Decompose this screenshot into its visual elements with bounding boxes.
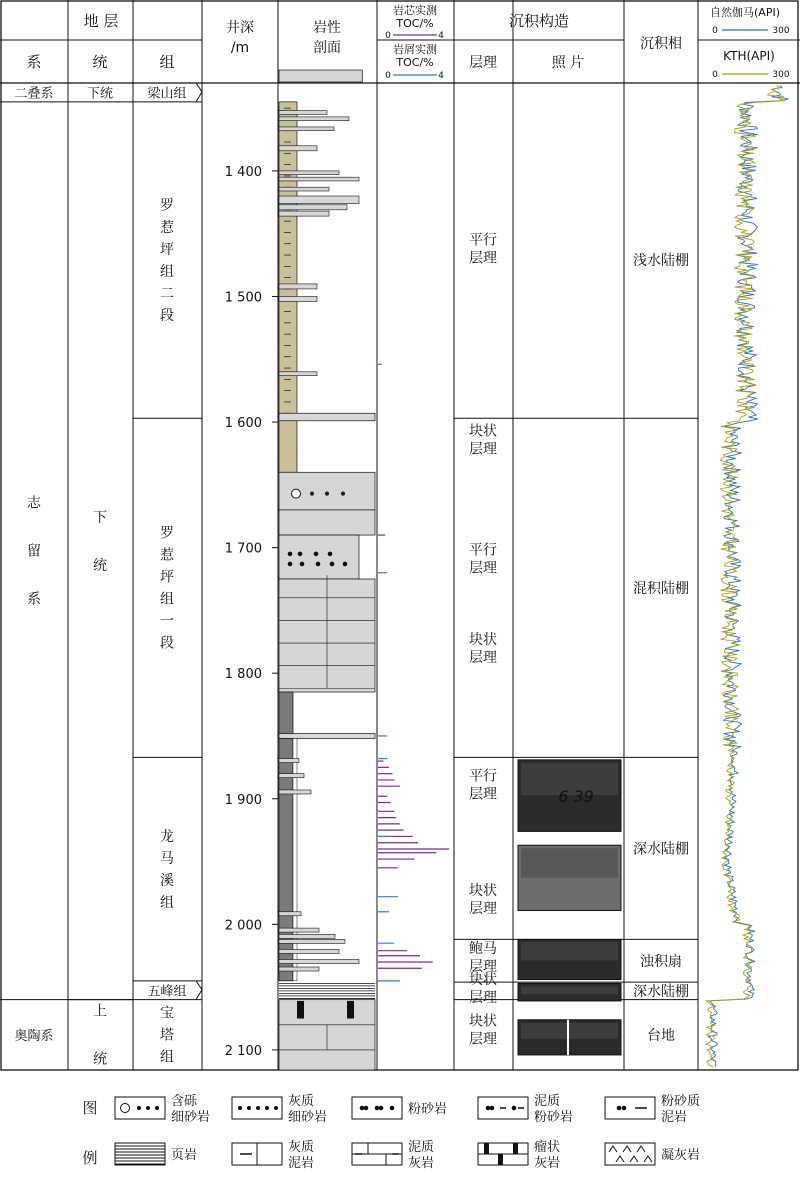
series-label: 下统 [86, 86, 114, 102]
lith-silt-bed [279, 774, 304, 778]
toc-core-min: 0 [385, 31, 391, 41]
formation-label-char: 一 [160, 613, 174, 630]
lith-bed [279, 117, 349, 121]
bedding-label: 层理 [469, 649, 497, 666]
lith-bed [279, 296, 317, 301]
lith-nodule [297, 1001, 304, 1019]
series-label-char: 上 [93, 1003, 107, 1020]
formation-label-char: 组 [160, 591, 174, 608]
bedding-label: 平行 [469, 768, 497, 785]
lith-dot [341, 492, 345, 496]
lith-dot [288, 552, 293, 557]
core-photo [518, 1020, 621, 1055]
bedding-label: 块状 [469, 882, 497, 899]
facies-label: 浅水陆棚 [633, 253, 689, 270]
legend-label: 粉砂岩 [534, 1110, 574, 1125]
lith-bed [279, 127, 334, 131]
depth-tick-label: 2 000 [224, 918, 262, 934]
system-label-char: 留 [27, 543, 41, 560]
facies-label: 浊积扇 [640, 953, 682, 970]
figure-frame [1, 1, 798, 1070]
depth-tick-label: 1 900 [224, 792, 262, 808]
formation-label-char: 罗 [160, 197, 174, 214]
formation-label-char: 二 [160, 285, 174, 302]
formation-label-char: 段 [160, 635, 174, 652]
lith-silt-bed [279, 967, 319, 971]
kth-max: 300 [772, 70, 790, 80]
facies-header: 沉积相 [640, 36, 682, 52]
lith-silt-bed [279, 790, 311, 794]
legend-label: 页岩 [171, 1148, 198, 1163]
depth-tick-label: 1 500 [224, 290, 262, 306]
depth-tick-label: 1 400 [224, 164, 262, 180]
formation-label-char: 组 [160, 1049, 174, 1066]
formation-label-char: 塔 [160, 1027, 174, 1044]
legend-label: 含砾 [171, 1094, 198, 1109]
facies-label: 台地 [647, 1027, 675, 1044]
legend-label: 泥岩 [288, 1156, 315, 1171]
lith-silt-bed [279, 934, 335, 938]
legend-label: 粉砂岩 [408, 1102, 448, 1117]
lithology-header-2: 剖面 [313, 40, 341, 56]
legend-item [232, 1097, 282, 1119]
formation-label-char: 宝 [160, 1005, 174, 1022]
gr-curve [709, 86, 789, 1067]
lith-shale [279, 692, 293, 733]
lith-bed [279, 205, 347, 210]
formation-label [160, 1006, 174, 1066]
lith-dot [288, 562, 293, 567]
toc-cuttings-unit: TOC/% [396, 56, 434, 69]
system-label [27, 495, 42, 608]
formation-label-char: 段 [160, 307, 174, 324]
formation-label-char: 组 [160, 263, 174, 280]
series-label [93, 1004, 107, 1068]
lith-dot [330, 562, 335, 567]
formation-label-char: 马 [160, 850, 174, 867]
legend-title: 例 [82, 1149, 98, 1167]
lith-bed [279, 372, 317, 376]
toc-cuttings-max: 4 [438, 71, 444, 81]
legend-label: 瘤状 [534, 1140, 561, 1155]
series-label-char: 统 [93, 558, 107, 575]
formation-label-char: 坪 [160, 569, 174, 586]
gr-max: 300 [772, 26, 790, 36]
depth-tick-label: 1 600 [224, 416, 262, 432]
legend-label: 泥质 [534, 1094, 561, 1109]
bedding-label: 层理 [469, 990, 497, 1007]
formation-header: 组 [159, 53, 175, 71]
lith-bed [279, 177, 359, 181]
gr-min: 0 [712, 26, 718, 36]
legend-item [352, 1097, 402, 1119]
lith-silt-bed [279, 949, 339, 953]
legend-title: 图 [82, 1099, 98, 1117]
facies-label: 深水陆棚 [633, 841, 689, 858]
lith-dot [310, 492, 314, 496]
system-header: 系 [26, 53, 42, 71]
depth-unit: /m [230, 40, 250, 56]
system-label-char: 志 [27, 495, 41, 512]
bedding-label: 块状 [469, 972, 497, 989]
lith-dot [325, 492, 329, 496]
bedding-label: 块状 [469, 1013, 497, 1030]
gr-header: 自然伽马(API) [710, 6, 780, 19]
lith-bed [279, 196, 359, 204]
bedding-label: 层理 [469, 1031, 497, 1048]
bedding-label: 鲍马 [469, 940, 497, 957]
contact-kink [196, 981, 202, 1000]
lithology-header: 岩性 [313, 20, 341, 36]
bedding-label: 平行 [469, 542, 497, 559]
system-label-char: 系 [27, 591, 41, 608]
formation-label-char: 坪 [160, 241, 174, 258]
lith-silt-bed [279, 959, 359, 963]
lith-bed [279, 171, 339, 175]
legend-item [478, 1143, 528, 1165]
bedding-label: 层理 [469, 958, 497, 975]
lith-bed [279, 211, 329, 216]
lith-pebble [292, 489, 301, 498]
core-photo [518, 845, 621, 910]
lith-bed [279, 111, 327, 115]
lith-bed [279, 146, 317, 151]
formation-label: 五峰组 [147, 984, 187, 1000]
lith-thin-lime [279, 733, 375, 738]
legend-label: 灰岩 [534, 1156, 561, 1171]
formation-label-char: 惹 [160, 547, 174, 564]
legend-label: 灰质 [288, 1094, 315, 1109]
bedding-label: 层理 [469, 560, 497, 577]
legend-item [605, 1097, 655, 1119]
lith-bed [279, 284, 317, 289]
core-photo [518, 939, 621, 979]
bedding-label: 块状 [469, 423, 497, 440]
formation-label-char: 龙 [160, 828, 174, 845]
series-label [93, 510, 107, 574]
bedding-label: 层理 [469, 786, 497, 803]
bedding-label: 层理 [469, 250, 497, 267]
strata-header: 地 层 [83, 12, 119, 30]
kth-header: KTH(API) [723, 49, 775, 63]
formation-label [160, 526, 175, 652]
legend-label: 凝灰岩 [661, 1148, 701, 1163]
lith-dot [300, 562, 305, 567]
photo-header: 照 片 [551, 55, 585, 71]
lith-silt [279, 535, 359, 579]
series-header: 统 [92, 53, 108, 71]
system-label: 二叠系 [14, 86, 54, 102]
legend-label: 泥岩 [661, 1110, 688, 1125]
legend-item [115, 1143, 165, 1165]
formation-label-char: 罗 [160, 525, 174, 542]
legend-label: 细砂岩 [288, 1110, 328, 1125]
lith-bed [279, 187, 329, 191]
legend-label: 细砂岩 [171, 1110, 211, 1125]
formation-label [160, 828, 174, 911]
depth-tick-label: 1 700 [224, 541, 262, 557]
bedding-label: 层理 [469, 900, 497, 917]
system-label: 奥陶系 [14, 1028, 54, 1044]
lith-top-strip [279, 70, 362, 82]
toc-cuttings-min: 0 [385, 71, 391, 81]
formation-label-char: 组 [160, 894, 174, 911]
bedding-label: 平行 [469, 232, 497, 249]
kth-min: 0 [712, 70, 718, 80]
structure-header: 沉积构造 [508, 12, 570, 30]
lith-dot [328, 552, 333, 557]
lith-dot [298, 552, 303, 557]
lith-band [279, 413, 375, 421]
depth-tick-label: 2 100 [224, 1043, 262, 1059]
toc-cuttings-header: 岩屑实测 [393, 43, 437, 56]
kth-curve [706, 86, 785, 1067]
depth-header: 井深 [226, 20, 254, 36]
legend-label: 泥质 [408, 1140, 435, 1155]
lith-dot [314, 552, 319, 557]
formation-label-char: 惹 [160, 219, 174, 236]
lith-nodule [347, 1001, 354, 1019]
formation-label: 梁山组 [147, 86, 187, 102]
bedding-label: 层理 [469, 441, 497, 458]
lith-silt-bed [279, 912, 301, 916]
legend-label: 灰岩 [408, 1156, 435, 1171]
core-photo-label: 6 39 [558, 786, 594, 806]
lith-silty-mud-2 [279, 421, 297, 472]
facies-label: 混积陆棚 [633, 580, 689, 597]
legend-item [478, 1097, 528, 1119]
toc-core-header: 岩芯实测 [393, 4, 437, 17]
formation-label [160, 198, 175, 324]
legend-item [352, 1143, 402, 1165]
lith-silt-bed [279, 928, 319, 932]
bedding-label: 块状 [469, 631, 497, 648]
legend-swatch-silty-mud [605, 1097, 655, 1119]
series-label-char: 统 [93, 1051, 107, 1068]
depth-tick-label: 1 800 [224, 667, 262, 683]
legend-label: 粉砂质 [661, 1094, 701, 1109]
lith-silt-bed [279, 759, 299, 763]
core-photo [518, 983, 621, 1001]
lith-dot [343, 562, 348, 567]
legend-item [115, 1097, 165, 1119]
series-label-char: 下 [93, 510, 107, 527]
contact-kink [196, 83, 202, 102]
toc-core-max: 4 [438, 31, 444, 41]
legend-label: 灰质 [288, 1140, 315, 1155]
bedding-header: 层理 [469, 55, 497, 71]
legend-item [605, 1143, 655, 1165]
toc-core-unit: TOC/% [396, 17, 434, 30]
lith-dot [316, 562, 321, 567]
formation-label-char: 溪 [160, 872, 174, 889]
lith-silt-bed [279, 939, 345, 943]
lith-limestone [279, 510, 375, 535]
facies-label: 深水陆棚 [633, 983, 689, 1000]
legend-item [232, 1143, 282, 1165]
